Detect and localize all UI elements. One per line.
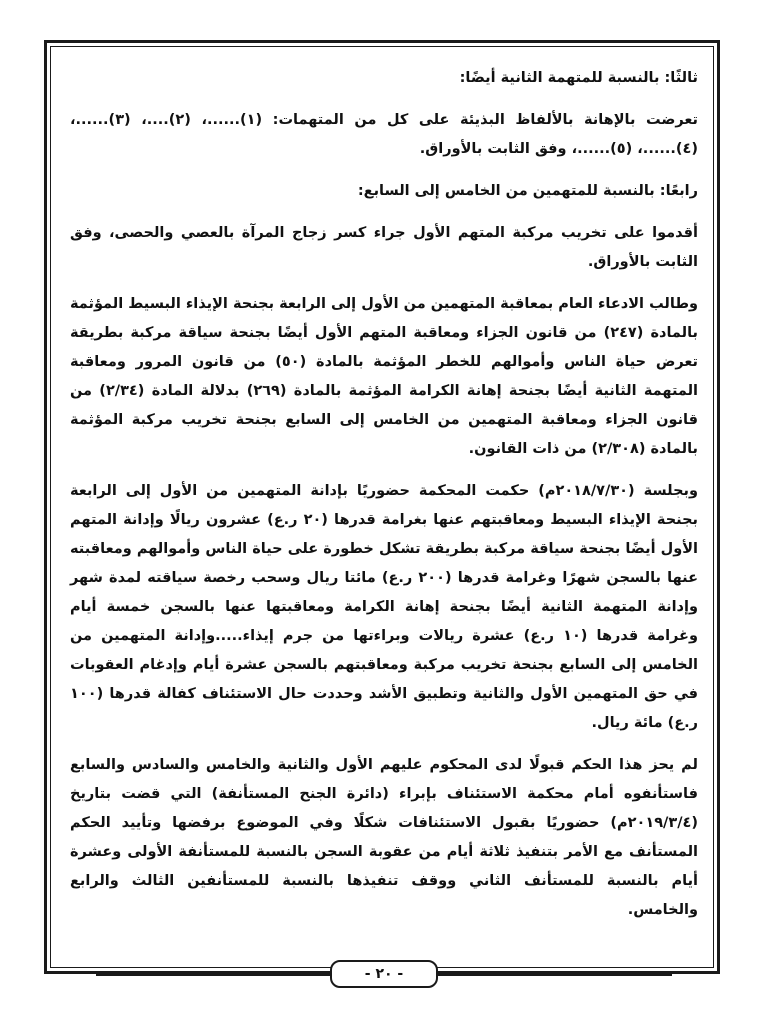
paragraph-insults: تعرضت بالإهانة بالألفاظ البذيئة على كل من المتهمات: (١)......، (٢)....، (٣)......، (٤)......، (٥)......، وفق الثابت بالأوراق. xyxy=(70,112,698,157)
paragraph-prosecution-demands: وطالب الادعاء العام بمعاقبة المتهمين من الأول إلى الرابعة بجنحة الإيذاء البسيط المؤثمة بالمادة (٢٤٧) من قانون الجزاء ومعاقبة المتهم الأول أيضًا بجنحة سياقة مركبة بطريقة تعرض حياة الناس وأموالهم للخطر المؤثمة بالمادة (٥٠) من قانون المرور ومعاقبة المتهمة الثانية أيضًا بجنحة إهانة الكرامة المؤثمة بالمادة (٢٦٩) بدلالة المادة (٢/٣٤) من قانون الجزاء ومعاقبة المتهمين من الخامس إلى السابع بجنحة تخريب مركبة المؤثمة بالمادة (٢/٣٠٨) من ذات القانون. xyxy=(70,296,699,457)
paragraph-first-judgment: وبجلسة (٢٠١٨/٧/٣٠م) حكمت المحكمة حضوريًا بإدانة المتهمين من الأول إلى الرابعة بجنحة الإيذاء البسيط ومعاقبتهم عنها بغرامة قدرها (٢٠ ر.ع) عشرون ريالًا وإدانة المتهم الأول أيضًا بجنحة سياقة مركبة بطريقة تشكل خطورة على حياة الناس وأموالهم ومعاقبته عنها بالسجن شهرًا وغرامة قدرها (٢٠٠ ر.ع) مائتا ريال وسحب رخصة سياقته لمدة شهر وإدانة المتهمة الثانية أيضًا بجنحة إهانة الكرامة ومعاقبتها عنها بالسجن خمسة أيام وغرامة قدرها (١٠ ر.ع) عشرة ريالات وبراءتها من جرم إيذاء.....وإدانة المتهمين من الخامس إلى السابع بجنحة تخريب مركبة ومعاقبتهم بالسجن عشرة أيام وإدغام العقوبات في حق المتهمين الأول والثانية وتطبيق الأشد وحددت حال الاستئناف كفالة قدرها (١٠٠ ر.ع) مائة ريال. xyxy=(70,483,698,731)
document-body xyxy=(70,64,698,938)
paragraph-vehicle-damage: أقدموا على تخريب مركبة المتهم الأول جراء كسر زجاج المرآة بالعصي والحصى، وفق الثابت بالأوراق. xyxy=(70,225,698,270)
page-footer xyxy=(0,958,768,992)
paragraph-appeal: لم يحز هذا الحكم قبولًا لدى المحكوم عليهم الأول والثانية والخامس والسادس والسابع فاستأنفوه أمام محكمة الاستئناف بإبراء (دائرة الجنح المستأنفة) التي قضت بتاريخ (٢٠١٩/٣/٤م) حضوريًا بقبول الاستئنافات شكلًا وفي الموضوع برفضها وتأييد الحكم المستأنف مع الأمر بتنفيذ ثلاثة أيام من عقوبة السجن بالنسبة للمستأنفة الأولى وعشرة أيام بالنسبة للمستأنف الثاني ووقف تنفيذها بالنسبة للمستأنفين الثالث والرابع والخامس. xyxy=(70,757,698,918)
section-heading-fourth: رابعًا: بالنسبة للمتهمين من الخامس إلى السابع: xyxy=(357,183,698,199)
section-heading-third: ثالثًا: بالنسبة للمتهمة الثانية أيضًا: xyxy=(459,70,698,86)
page-number: - ٢٠ - xyxy=(330,960,438,988)
footer-divider-right xyxy=(436,974,672,976)
footer-divider-left xyxy=(96,974,332,976)
